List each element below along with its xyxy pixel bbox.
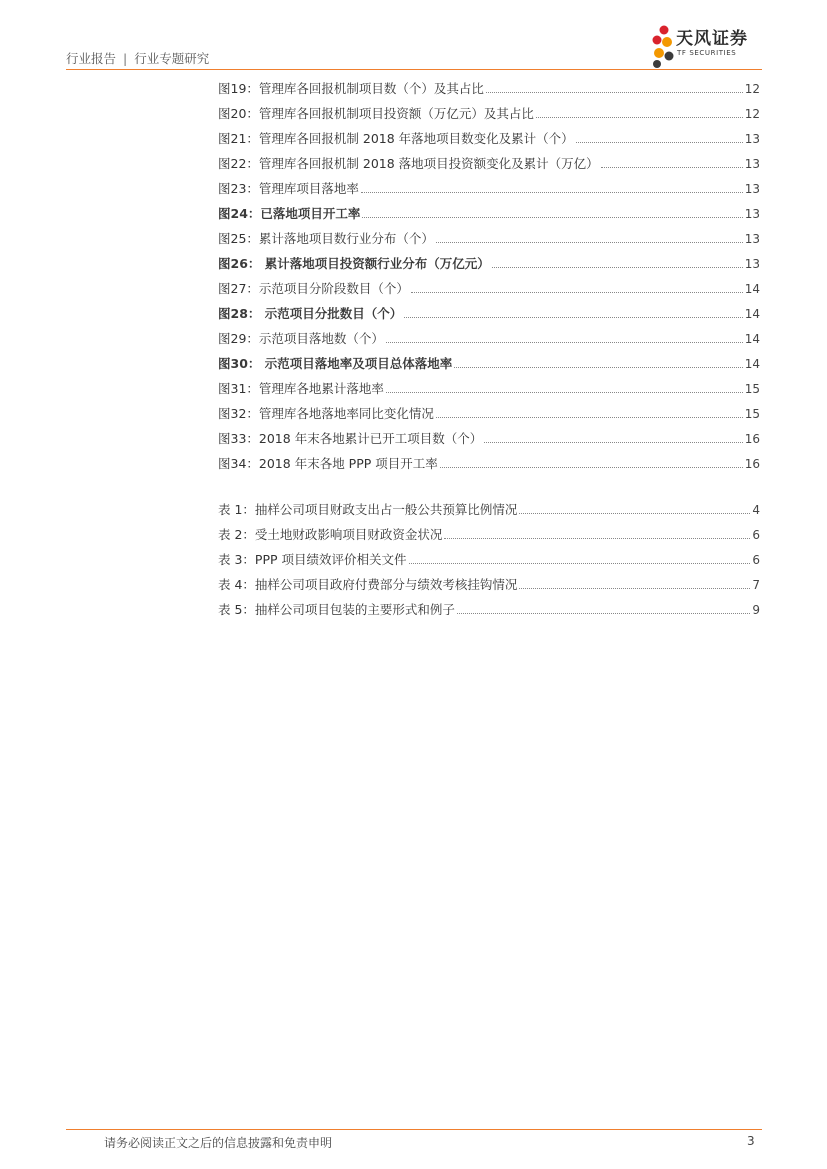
toc-entry-page: 16: [744, 457, 760, 471]
toc-leader-dots: [436, 241, 743, 243]
toc-entry-page: 13: [744, 132, 760, 146]
toc-entry[interactable]: [218, 151, 760, 171]
brand-name-en: TF SECURITIES: [677, 49, 737, 57]
toc-leader-dots: [601, 166, 743, 168]
toc-entry-label: 图19：管理库各回报机制项目数（个）及其占比: [218, 81, 484, 96]
toc-entry-page: 4: [752, 503, 760, 517]
toc-leader-dots: [361, 191, 743, 193]
toc-entry[interactable]: [218, 101, 760, 121]
toc-entry[interactable]: [218, 426, 760, 446]
toc-leader-dots: [457, 612, 750, 614]
toc-entry-label: 表 5：抽样公司项目包装的主要形式和例子: [218, 602, 455, 617]
toc-entry[interactable]: [218, 376, 760, 396]
toc-entry-page: 6: [752, 553, 760, 567]
toc-entry[interactable]: [218, 76, 760, 96]
footer-disclaimer: 请务必阅读正文之后的信息披露和免责申明: [104, 1136, 333, 1150]
toc-entry-page: 13: [744, 182, 760, 196]
toc-entry[interactable]: [218, 497, 760, 517]
toc-entry-page: 14: [744, 307, 760, 321]
toc-entry-label: 表 2：受土地财政影响项目财政资金状况: [218, 527, 443, 542]
toc-leader-dots: [411, 291, 743, 293]
toc-entry-page: 7: [752, 578, 760, 592]
toc-entry-label: 图23：管理库项目落地率: [218, 181, 359, 196]
toc-entry-page: 13: [744, 207, 760, 221]
toc-leader-dots: [519, 587, 750, 589]
toc-entry-label: 表 3：PPP 项目绩效评价相关文件: [218, 552, 407, 567]
toc-entry-label: 图24：已落地项目开工率: [218, 206, 361, 221]
toc-entry[interactable]: [218, 597, 760, 617]
subcategory-label: 行业专题研究: [134, 51, 210, 66]
footer-divider: [66, 1129, 762, 1130]
category-label: 行业报告: [66, 51, 117, 66]
toc-entry-page: 12: [744, 107, 760, 121]
toc-entry-page: 15: [744, 382, 760, 396]
toc-leader-dots: [576, 141, 743, 143]
toc-entry[interactable]: [218, 451, 760, 471]
toc-entry-page: 9: [752, 603, 760, 617]
toc-entry-label: 图28： 示范项目分批数目（个）: [218, 306, 403, 321]
brand-name-cn: 天风证券: [676, 29, 748, 49]
toc-leader-dots: [454, 366, 742, 368]
toc-leader-dots: [436, 416, 743, 418]
toc-entry-page: 12: [744, 82, 760, 96]
toc-leader-dots: [386, 341, 743, 343]
toc-entry-label: 表 1：抽样公司项目财政支出占一般公共预算比例情况: [218, 502, 518, 517]
toc-entry-label: 表 4：抽样公司项目政府付费部分与绩效考核挂钩情况: [218, 577, 518, 592]
toc-entry-label: 图29：示范项目落地数（个）: [218, 331, 384, 346]
toc-entry[interactable]: [218, 126, 760, 146]
toc-entry-page: 14: [744, 357, 760, 371]
toc-entry-page: 13: [744, 257, 760, 271]
toc-entry-label: 图27：示范项目分阶段数目（个）: [218, 281, 409, 296]
toc-entry-page: 13: [744, 157, 760, 171]
toc-entry-label: 图25：累计落地项目数行业分布（个）: [218, 231, 434, 246]
toc-entry[interactable]: [218, 276, 760, 296]
toc-entry-page: 14: [744, 282, 760, 296]
toc-leader-dots: [536, 116, 743, 118]
toc-entry-label: 图20：管理库各回报机制项目投资额（万亿元）及其占比: [218, 106, 534, 121]
toc-entry-label: 图31：管理库各地累计落地率: [218, 381, 384, 396]
toc-entry-page: 16: [744, 432, 760, 446]
toc-entry-label: 图34：2018 年末各地 PPP 项目开工率: [218, 456, 438, 471]
toc-entry-label: 图30： 示范项目落地率及项目总体落地率: [218, 356, 453, 371]
toc-leader-dots: [404, 316, 742, 318]
header-separator: |: [123, 51, 128, 66]
toc-entry[interactable]: [218, 326, 760, 346]
page-number: 3: [747, 1134, 755, 1148]
toc-leader-dots: [484, 441, 743, 443]
toc-entry-label: 图26： 累计落地项目投资额行业分布（万亿元）: [218, 256, 490, 271]
toc-entry-page: 14: [744, 332, 760, 346]
toc-entry[interactable]: [218, 301, 760, 321]
report-category: [66, 49, 209, 67]
toc-entry[interactable]: [218, 251, 760, 271]
toc-leader-dots: [519, 512, 750, 514]
toc-entry-label: 图33：2018 年末各地累计已开工项目数（个）: [218, 431, 483, 446]
toc-leader-dots: [440, 466, 743, 468]
toc-entry-page: 13: [744, 232, 760, 246]
toc-entry[interactable]: [218, 201, 760, 221]
header-divider: [66, 69, 762, 70]
toc-entry-page: 6: [752, 528, 760, 542]
toc-leader-dots: [409, 562, 751, 564]
toc-leader-dots: [486, 91, 743, 93]
toc-entry-label: 图22：管理库各回报机制 2018 落地项目投资额变化及累计（万亿）: [218, 156, 599, 171]
toc-entry[interactable]: [218, 401, 760, 421]
toc-entry-label: 图32：管理库各地落地率同比变化情况: [218, 406, 434, 421]
toc-entry[interactable]: [218, 176, 760, 196]
toc-entry[interactable]: [218, 572, 760, 592]
toc-leader-dots: [386, 391, 743, 393]
toc-entry-page: 15: [744, 407, 760, 421]
toc-entry[interactable]: [218, 351, 760, 371]
toc-leader-dots: [362, 216, 742, 218]
toc-leader-dots: [444, 537, 750, 539]
toc-leader-dots: [492, 266, 743, 268]
toc-entry[interactable]: [218, 547, 760, 567]
toc-entry[interactable]: [218, 226, 760, 246]
toc-entry-label: 图21：管理库各回报机制 2018 年落地项目数变化及累计（个）: [218, 131, 574, 146]
toc-entry[interactable]: [218, 522, 760, 542]
